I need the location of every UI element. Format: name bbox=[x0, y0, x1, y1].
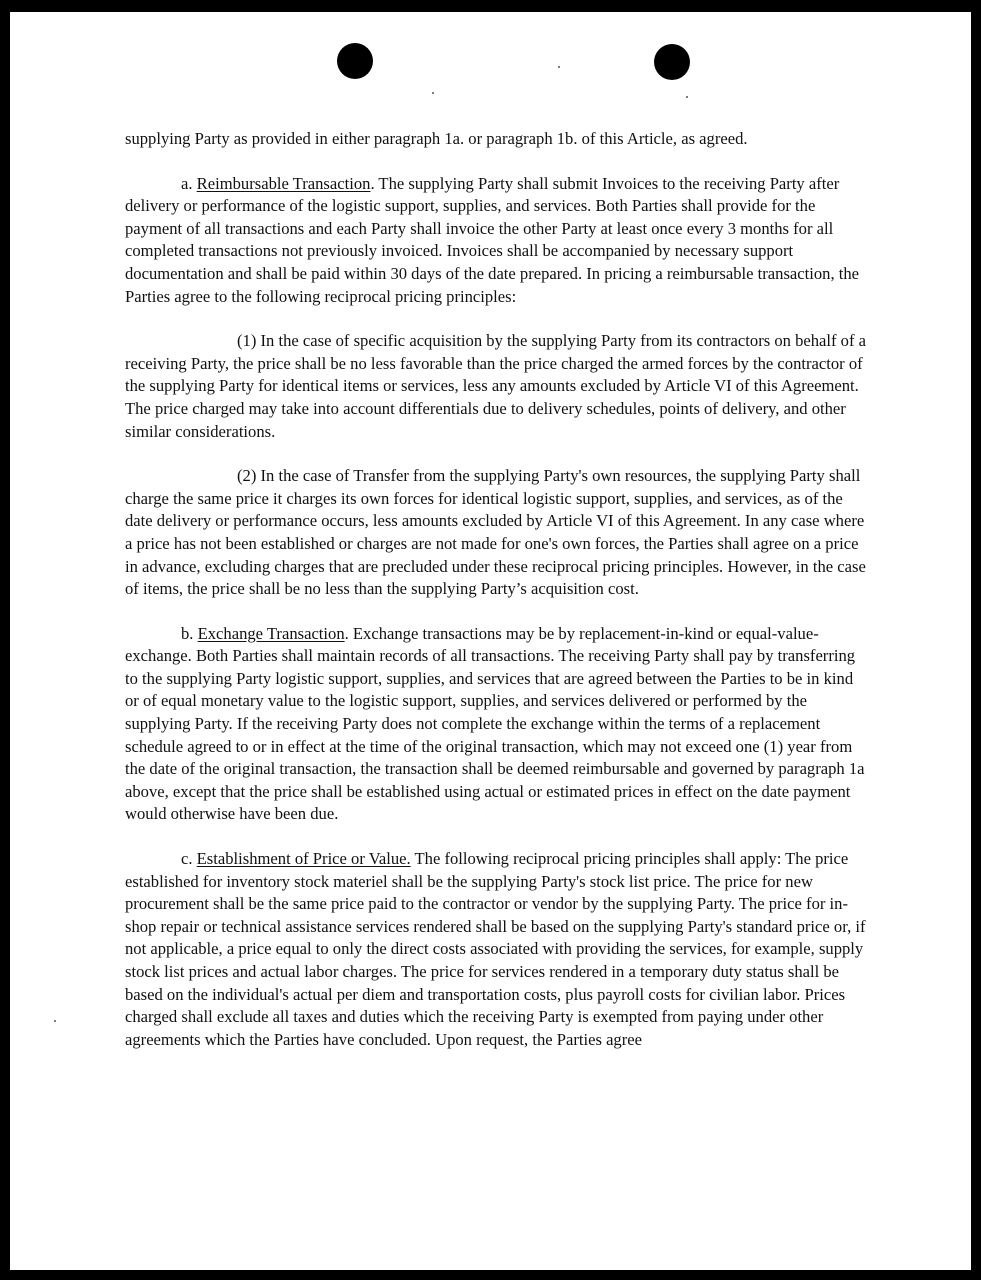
paragraph-a2-marker: (2) bbox=[237, 466, 257, 486]
paragraph-b-heading: Exchange Transaction bbox=[197, 623, 345, 643]
paragraph-a bbox=[125, 173, 867, 309]
scan-speck bbox=[432, 92, 434, 94]
paragraph-b bbox=[125, 623, 867, 826]
paragraph-b-marker: b. bbox=[181, 623, 194, 643]
paragraph-a2-text: In the case of Transfer from the supplying Party's own resources, the supplying Party shall charge the same price it charges its own forces for identical logistic support, supplies, and services, as of the date delivery or performance occurs, less amounts excluded by Article VI of this Agreement. In any case where a price has not been established or charges are not made for one's own forces, the Parties shall agree on a price in advance, excluding charges that are precluded under these reciprocal pricing principles. However, in the case of items, the price shall be no less than the supplying Party’s acquisition cost. bbox=[125, 466, 866, 599]
paragraph-a1 bbox=[125, 330, 867, 443]
paragraph-c-marker: c. bbox=[181, 849, 193, 869]
paragraph-c-text: The following reciprocal pricing principles shall apply: The price established for inventory stock materiel shall be the supplying Party's stock list price. The price for new procurement shall be the same price paid to the contractor or vendor by the supplying Party. The price for in-shop repair or technical assistance services rendered shall be based on the supplying Party's standard price or, if not applicable, a price equal to only the direct costs associated with providing the services, for example, supply stock list prices and actual labor charges. The price for services rendered in a temporary duty status shall be based on the individual's actual per diem and transportation costs, plus payroll costs for civilian labor. Prices charged shall exclude all taxes and duties which the receiving Party is exempted from paying under other agreements which the Parties have concluded. Upon request, the Parties agree bbox=[125, 849, 866, 1049]
continuation-paragraph: supplying Party as provided in either paragraph 1a. or paragraph 1b. of this Article, as agreed. bbox=[125, 129, 748, 148]
paragraph-a-heading: Reimbursable Transaction bbox=[196, 173, 371, 193]
paragraph-a2 bbox=[125, 465, 867, 601]
paragraph-c bbox=[125, 848, 867, 1051]
scan-speck bbox=[558, 66, 560, 68]
punch-hole-left bbox=[337, 43, 373, 79]
paragraph-a-marker: a. bbox=[181, 173, 193, 193]
paragraph-a-text: . The supplying Party shall submit Invoices to the receiving Party after delivery or performance of the logistic support, supplies, and services. Both Parties shall provide for the payment of all transactions and each Party shall invoice the other Party at least once every 3 months for all completed transactions not previously invoiced. Invoices shall be accompanied by necessary support documentation and shall be paid within 30 days of the date prepared. In pricing a reimbursable transaction, the Parties agree to the following reciprocal pricing principles: bbox=[125, 173, 860, 306]
scan-speck bbox=[54, 1020, 56, 1022]
paragraph-c-heading: Establishment of Price or Value. bbox=[196, 849, 411, 869]
paragraph-a1-text: In the case of specific acquisition by the supplying Party from its contractors on behalf of a receiving Party, the price shall be no less favorable than the price charged the armed forces by the contractor of the supplying Party for identical items or services, less any amounts excluded by Article VI of this Agreement. The price charged may take into account differentials due to delivery schedules, points of delivery, and other similar considerations. bbox=[125, 331, 867, 441]
paragraph-a1-marker: (1) bbox=[237, 331, 257, 351]
punch-hole-right bbox=[654, 44, 690, 80]
document-body bbox=[125, 128, 867, 1073]
scan-speck bbox=[686, 96, 688, 98]
paragraph-b-text: . Exchange transactions may be by replacement-in-kind or equal-value-exchange. Both Parties shall maintain records of all transactions. The receiving Party shall pay by transferring to the supplying Party logistic support, supplies, and services that are agreed between the Parties to be in kind or of equal monetary value to the logistic support, supplies, and services delivered or performed by the supplying Party. If the receiving Party does not complete the exchange within the terms of a replacement schedule agreed to or in effect at the time of the original transaction, which may not exceed one (1) year from the date of the original transaction, the transaction shall be deemed reimbursable and governed by paragraph 1a above, except that the price shall be established using actual or estimated prices in effect on the date payment would otherwise have been due. bbox=[125, 623, 865, 824]
